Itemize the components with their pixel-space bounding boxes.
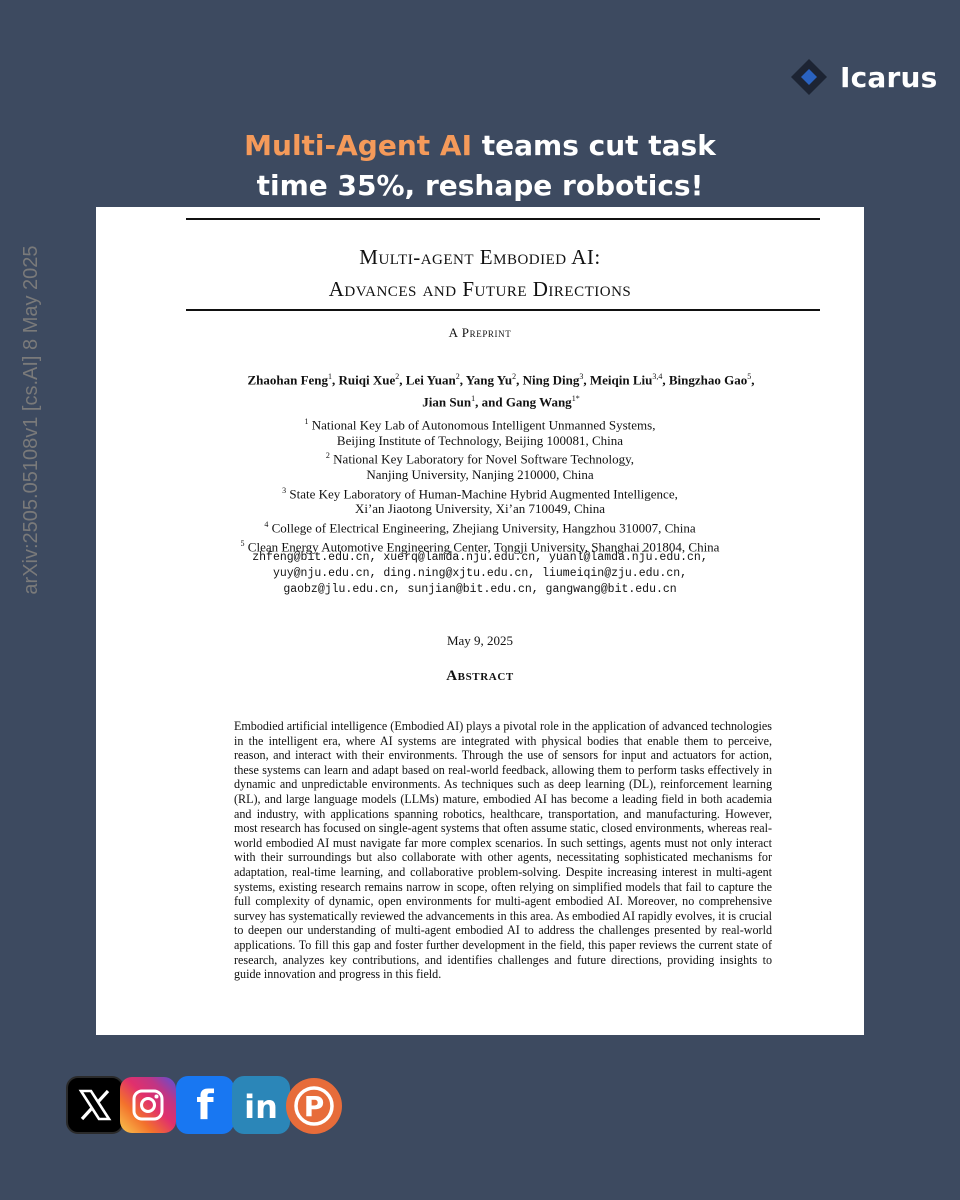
author-name: Ning Ding [522, 372, 580, 388]
linkedin-icon [239, 1085, 283, 1125]
brand-logo[interactable] [790, 58, 938, 96]
affiliation-line: Beijing Institute of Technology, Beijing 100081, China [336, 432, 624, 448]
affiliation-sup: 3 [282, 485, 287, 495]
svg-text:in: in [244, 1088, 278, 1125]
headline-accent: Multi-Agent AI [244, 129, 472, 162]
author-affil-sup: 3 [579, 372, 584, 381]
abstract-text: Embodied artificial intelligence (Embodied AI) plays a pivotal role in the application of advanced technologies in the intelligent era, where AI systems are integrated with physical bodies that enable them to perceive, reason, and interact with their environments. Through the use of sensors for input and actuators for action, these systems can learn and adapt based on real-world feedback, allowing them to perform tasks effectively in dynamic and unpredictable environments. As techniques such as deep learning (DL), reinforcement learning (RL), and large language models (LLMs) mature, embodied AI has become a leading field in both academia and industry, with applications spanning robotics, healthcare, transportation, and manufacturing. However, most research has focused on single-agent systems that often assume static, closed environments, whereas real-world embodied AI must navigate far more complex scenarios. In such settings, agents must not only interact with their surroundings but also collaborate with other agents, necessitating sophisticated mechanisms for adaptation, real-time learning, and collaborative problem-solving. Despite increasing interest in multi-agent systems, existing research remains narrow in scope, often relying on simplified models that fail to capture the full complexity of dynamic, open environments for multi-agent embodied AI. Moreover, no comprehensive survey has systematically reviewed the advancements in this area. As embodied AI rapidly evolves, it is crucial to deepen our understanding of multi-agent embodied AI to address the challenges presented by real-world applications. To fill this gap and foster further development in the field, this paper reviews the current state of research, analyzes key contributions, and identifies challenges and future directions, providing insights to guide innovation and progress in this field. [234, 719, 773, 982]
facebook-icon [187, 1083, 223, 1127]
title-rule-bottom [186, 309, 820, 311]
headline-line-2: time 35%, reshape robotics! [256, 169, 704, 202]
x-icon [77, 1087, 113, 1123]
author-affil-sup: 1 [471, 394, 476, 404]
title-rule-top [186, 218, 820, 220]
instagram-icon [130, 1087, 166, 1123]
affiliation-sup: 1 [304, 417, 309, 426]
author-name: Meiqin Liu [589, 372, 653, 388]
affiliation-sup: 2 [325, 451, 330, 461]
affiliation-sup: 5 [240, 538, 245, 548]
pinterest-link[interactable] [286, 1078, 342, 1134]
affiliation [96, 448, 864, 467]
email-line: zhfeng@bit.edu.cn, xuerq@lamda.nju.edu.cn, yuanl@lamda.nju.edu.cn, [252, 551, 708, 564]
affiliation-list [96, 414, 864, 555]
author-affil-sup: 2 [512, 372, 517, 381]
author-affil-sup: 3,4 [652, 372, 663, 381]
brand-name: Icarus [840, 60, 938, 94]
preprint-label: A Preprint [448, 325, 512, 340]
author-name: Lei Yuan [405, 372, 456, 388]
author-separator: , [751, 372, 755, 388]
author-separator: , [516, 372, 523, 388]
svg-text:f: f [196, 1083, 214, 1127]
affiliation [96, 483, 864, 502]
paper-date: May 9, 2025 [446, 633, 514, 648]
social-links [66, 1076, 356, 1136]
affiliation-line: Xi’an Jiaotong University, Xi’an 710049, China [354, 501, 606, 517]
author-affil-sup: 1* [571, 394, 580, 404]
author-affil-sup: 2 [455, 372, 460, 381]
arxiv-identifier: arXiv:2505.05108v1 [cs.AI] 8 May 2025 [20, 245, 42, 595]
author-name: Bingzhao Gao [668, 372, 748, 388]
author-name: Ruiqi Xue [338, 372, 396, 388]
paper-preview [96, 207, 864, 1035]
headline [0, 126, 960, 206]
affiliation-line: National Key Laboratory for Novel Software Technology, [333, 451, 635, 467]
author-separator: , [332, 372, 339, 388]
x-link[interactable] [66, 1076, 124, 1134]
svg-text:P: P [303, 1090, 325, 1123]
author-name: Gang Wang [505, 394, 572, 410]
pinterest-icon [289, 1081, 339, 1131]
abstract-heading: Abstract [446, 668, 514, 684]
author-name: Zhaohan Feng [247, 372, 329, 388]
affiliation-sup: 4 [264, 519, 269, 529]
author-name: Jian Sun [422, 394, 472, 410]
affiliation-line: State Key Laboratory of Human-Machine Hybrid Augmented Intelligence, [289, 485, 678, 501]
paper-title-line-1: Multi-agent Embodied AI: [359, 245, 601, 269]
email-list [96, 550, 864, 598]
affiliation [96, 517, 864, 536]
affiliation [96, 414, 864, 433]
author-name: Yang Yu [465, 372, 513, 388]
email-line: yuy@nju.edu.cn, ding.ning@xjtu.edu.cn, liumeiqin@zju.edu.cn, [272, 567, 688, 580]
facebook-link[interactable] [176, 1076, 234, 1134]
author-separator: , [399, 372, 406, 388]
headline-rest: teams cut task [472, 129, 716, 162]
paper-title-line-2: Advances and Future Directions [328, 277, 632, 301]
email-line: gaobz@jlu.edu.cn, sunjian@bit.edu.cn, gangwang@bit.edu.cn [283, 583, 677, 596]
author-separator: , [583, 372, 590, 388]
author-separator: , [662, 372, 669, 388]
affiliation-line: Nanjing University, Nanjing 210000, China [366, 467, 594, 483]
paper-title [96, 241, 864, 305]
instagram-link[interactable] [120, 1077, 176, 1133]
affiliation-line: Clean Energy Automotive Engineering Center, Tongji University, Shanghai 201804, China [247, 539, 720, 555]
linkedin-link[interactable] [232, 1076, 290, 1134]
author-list [206, 367, 796, 412]
headline-line-1 [0, 126, 960, 166]
diamond-icon [790, 58, 828, 96]
author-affil-sup: 1 [328, 372, 333, 381]
author-separator: , [459, 372, 466, 388]
affiliation-line: College of Electrical Engineering, Zhejiang University, Hangzhou 310007, China [271, 520, 696, 536]
author-separator: , and [475, 394, 506, 410]
affiliation-line: National Key Lab of Autonomous Intelligent Unmanned Systems, [311, 417, 656, 433]
author-affil-sup: 2 [395, 372, 400, 381]
author-affil-sup: 5 [747, 372, 752, 381]
